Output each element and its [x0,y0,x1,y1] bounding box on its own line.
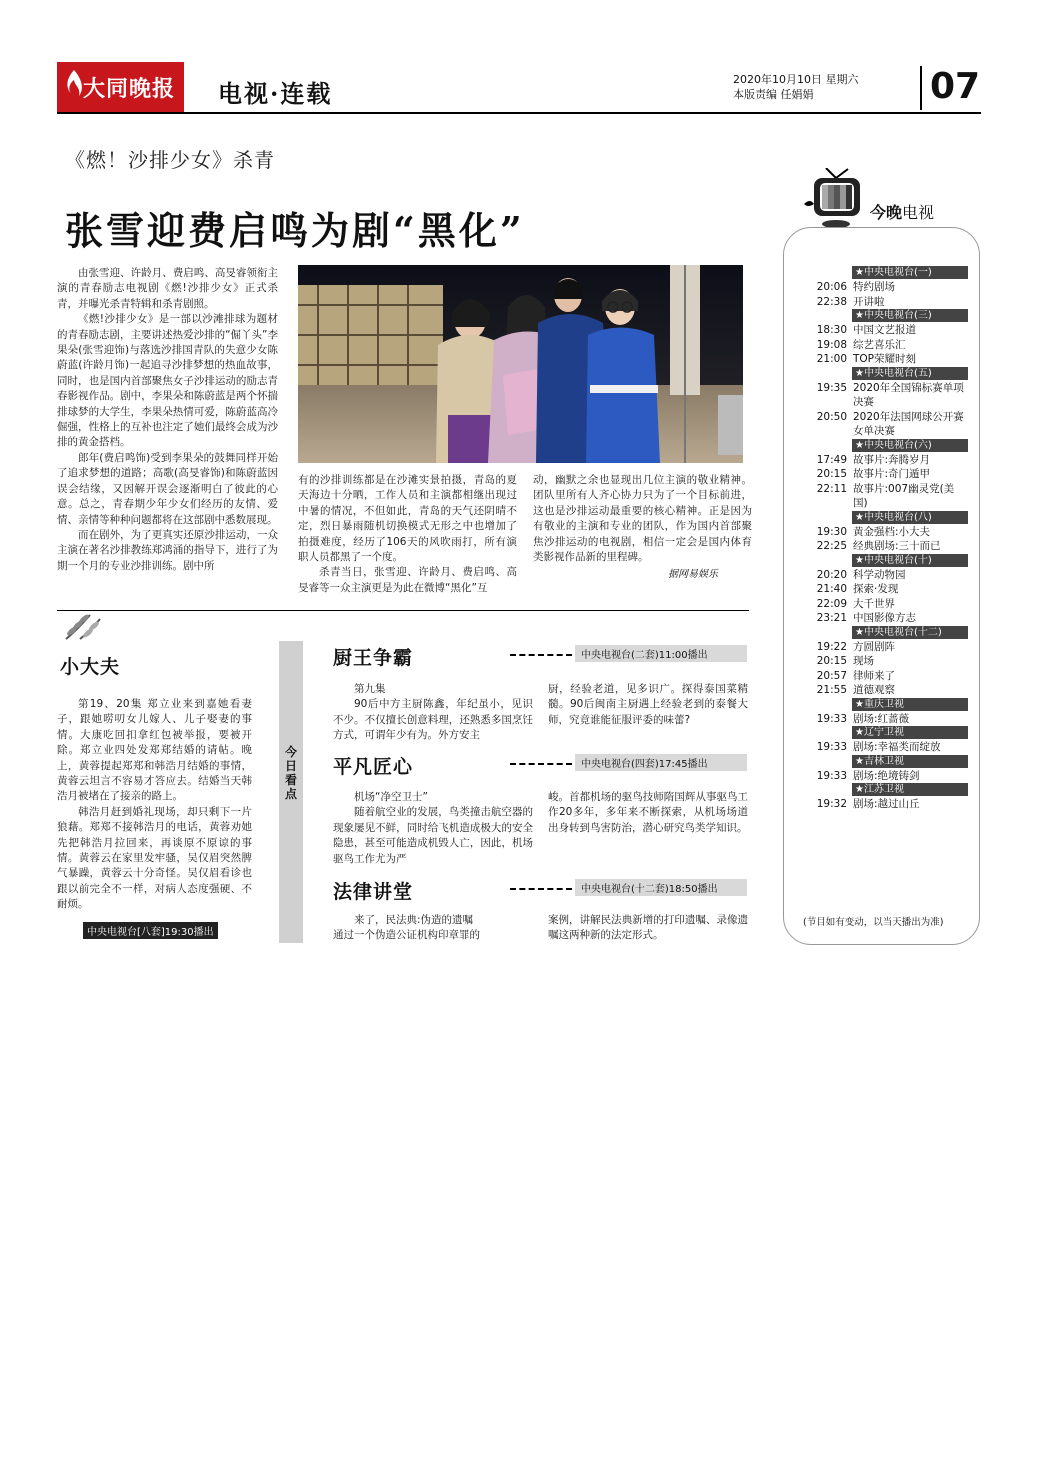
program-row [792,323,968,338]
paragraph: 而在剧外，为了更真实还原沙排运动，一众主演在著名沙排教练郑鸿涌的指导下，进行了为期一个月的专业沙排训练。剧中所 [57,528,278,572]
program-name: 综艺喜乐汇 [853,338,906,351]
program-row [792,640,968,655]
page-editor: 本版责编 任娟娟 [733,88,814,101]
program-time: 20:06 [816,281,847,293]
program-time: 20:15 [816,468,847,480]
program-time: 23:21 [816,612,847,624]
channel-header: ★辽宁卫视 [852,726,968,739]
laurel-icon [60,611,104,641]
cast-photo [298,265,743,463]
highlight-right [548,790,748,836]
lead-column-2 [298,473,517,596]
tv-guide-title [870,200,934,223]
program-time: 22:38 [816,295,847,308]
dash-rule [510,763,572,765]
program-name: 特约剧场 [853,281,895,293]
program-row [792,338,968,353]
header-divider [920,66,922,110]
dash-rule [510,654,572,656]
channel-header: ★中央电视台(一) [852,266,968,279]
channel-header: ★中央电视台(十) [852,554,968,567]
program-time: 18:30 [816,324,847,336]
serial-text [57,697,252,913]
program-name: 开讲啦 [853,295,885,308]
tv-guide-title-bold: 今晚 [870,203,903,222]
channel-header: ★中央电视台(五) [852,367,968,380]
channel-header: ★中央电视台(六) [852,439,968,452]
program-row [792,352,968,367]
program-name: 2020年法国网球公开赛女单决赛 [853,410,964,437]
highlight-title: 厨王争霸 [333,647,414,669]
paragraph: 机场“净空卫士” [354,791,428,803]
paragraph: 郎年(费启鸣饰)受到李果朵的鼓舞同样开始了追求梦想的道路；高歌(高旻睿饰)和陈蔚蓝因误会结缘，又因解开误会逐渐明白了彼此的心意。总之，青春期少年少女们经历的友情、爱情、亲情等种种问题都将在这部剧中悉数展现。 [57,451,278,526]
program-row [792,654,968,669]
program-name: 道德观察 [853,684,895,696]
program-name: 故事片:奇门遁甲 [853,468,931,480]
channel-header: ★中央电视台(八) [852,511,968,524]
program-name: 剧场:红蔷薇 [853,712,910,725]
program-time: 19:35 [816,381,847,394]
program-name: 律师来了 [853,669,895,682]
channel-header: ★重庆卫视 [852,698,968,711]
program-time: 20:15 [816,655,847,667]
highlight-left [333,913,533,944]
highlight-left [333,682,533,744]
program-time: 20:20 [816,568,847,581]
serial-title: 小大夫 [60,656,121,678]
highlight-airtime: 中央电视台(四套)17:45播出 [575,754,747,771]
program-name: 方圆剧阵 [853,640,895,653]
program-row [792,797,968,812]
program-time: 19:33 [816,769,847,782]
program-row [792,597,968,612]
program-row [792,381,968,410]
highlight-airtime: 中央电视台(十二套)18:50播出 [575,879,747,896]
program-time: 20:50 [816,410,847,423]
paragraph: 《燃!沙排少女》是一部以沙滩排球为题材的青春励志剧，主要讲述热爱沙排的“倔丫头”李果朵(张雪迎饰)与落选沙排国青队的失意少女陈蔚蓝(许龄月饰)一起追寻沙排梦想的热血故事，同时，也是国内首部聚焦女子沙排运动的励志青春影视作品。剧中，李果朵和陈蔚蓝是两个怀揣排球梦的大学生，李果朵热情可爱，陈蔚蓝高冷倔强，性格上的互补也注定了她们最终会成为沙排的黄金搭档。 [57,313,278,449]
program-row [792,410,968,439]
program-time: 19:08 [816,338,847,351]
program-name: 2020年全国锦标赛单项决赛 [853,381,964,408]
paragraph: 峻。首都机场的驱鸟技师隋国辉从事驱鸟工作20多年，多年来不断探索，从机场场道出身转到鸟害防治，潜心研究鸟类学知识。 [548,791,748,834]
header-rule [57,112,981,114]
program-name: 剧场:越过山丘 [853,798,920,810]
tv-guide-list [792,266,968,812]
page-number: 07 [930,66,981,107]
program-row [792,769,968,784]
program-time: 20:57 [816,669,847,682]
paragraph: 杀青当日，张雪迎、许龄月、费启鸣、高旻睿等一众主演更是为此在微博“黑化”互 [298,566,517,594]
program-time: 21:55 [816,684,847,696]
program-name: 黄金强档:小大夫 [853,525,931,538]
dash-rule [510,888,572,890]
article-headline: 张雪迎费启鸣为剧“黑化” [65,208,525,253]
tv-guide-note: (节目如有变动，以当天播出为准) [803,917,944,928]
program-time: 21:40 [816,583,847,595]
article-source: 据网易娱乐 [668,569,718,580]
channel-header: ★中央电视台(十二) [852,626,968,639]
program-name: 中国文艺报道 [853,324,916,336]
program-name: 经典剧场:三十而已 [853,540,941,552]
paragraph: 案例，讲解民法典新增的打印遗嘱、录像遗嘱这两种新的法定形式。 [548,914,748,942]
paragraph: 由张雪迎、许龄月、费启鸣、高旻睿领衔主演的青春励志电视剧《燃!沙排少女》正式杀青，并曝光杀青特辑和杀青剧照。 [57,267,278,310]
paragraph: 来了，民法典:伪造的遗嘱 [354,914,474,926]
program-row [792,453,968,468]
program-row [792,712,968,727]
today-label: 今日看点 [284,745,297,801]
program-row [792,295,968,310]
program-name: 中国影像方志 [853,612,916,624]
paragraph: 第19、20集 郑立业来到嘉她看妻子，跟她唠叨女儿嫁人、儿子娶妻的事情。大康吃回扣拿红包被举报，要被开除。郑立业四处发郑郑结婚的请帖。晚上，黄蓉提起郑郑和韩浩月结婚的事情，黄蓉云坦言不容易才答应去。结婚当天韩浩月被堵在了接亲的路上。 [57,698,252,803]
program-time: 19:30 [816,525,847,538]
paragraph: 通过一个伪造公证机构印章罪的 [333,929,480,942]
program-row [792,539,968,554]
paragraph: 韩浩月赶到婚礼现场，却只剩下一片狼藉。郑郑不接韩浩月的电话，黄蓉劝她先把韩浩月拉回来，再谈原不原谅的事情。黄蓉云在家里发牢骚，吴仅眉突然脾气暴躁，黄蓉云十分奇怪。吴仅眉看诊也跟以前完全不一样，对病人态度强硬、不耐烦。 [57,805,252,911]
program-time: 22:11 [816,482,847,495]
program-name: 探索·发现 [853,583,899,595]
lead-column-1 [57,266,278,574]
highlight-right [548,682,748,728]
channel-header: ★中央电视台(三) [852,309,968,322]
logo-text: 大同晚报 [83,76,176,102]
paragraph: 动，幽默之余也显现出几位主演的敬业精神。团队里所有人齐心协力只为了一个目标前进，这也是沙排运动最重要的核心精神。正是因为有敬业的主演和专业的团队，作为国内首部聚焦沙排运动的电视剧，相信一定会是国内体育类影视作品新的里程碑。 [533,474,752,564]
program-name: 大千世界 [853,597,895,610]
program-time: 19:22 [816,640,847,653]
highlight-title: 平凡匠心 [333,756,414,778]
program-name: TOP荣耀时刻 [853,353,917,365]
program-row [792,683,968,698]
program-row [792,525,968,540]
program-time: 22:25 [816,540,847,552]
cast-photo-image [298,265,743,463]
program-time: 17:49 [816,453,847,466]
program-name: 故事片:奔腾岁月 [853,453,931,466]
program-time: 19:33 [816,712,847,725]
highlight-left [333,790,533,867]
program-time: 21:00 [816,353,847,365]
highlight-airtime: 中央电视台(二套)11:00播出 [575,645,747,662]
television-icon [800,168,872,232]
section-divider [57,610,749,611]
paragraph: 有的沙排训练都是在沙滩实景拍摄，青岛的夏天海边十分晒，工作人员和主演都相继出现过中暑的情况，不但如此，青岛的天气还阴晴不定，烈日暴雨随机切换模式无形之中也增加了拍摄难度，经历了106天的风吹雨打，所有演职人员都黑了一个度。 [298,474,517,564]
flame-logo-icon [63,68,85,104]
newspaper-logo [57,62,184,112]
lead-column-3 [533,473,752,565]
program-time: 19:33 [816,741,847,753]
section-title: 电视·连载 [218,79,333,108]
program-name: 科学动物园 [853,568,906,581]
paragraph: 第九集 [354,683,386,695]
program-row [792,740,968,755]
channel-header: ★吉林卫视 [852,755,968,768]
program-row [792,280,968,295]
highlight-title: 法律讲堂 [333,881,414,903]
program-row [792,582,968,597]
program-row [792,467,968,482]
program-row [792,482,968,511]
program-time: 22:09 [816,597,847,610]
paragraph: 90后中方主厨陈鑫，年纪虽小，见识不少。不仅擅长创意料理，还熟悉多国烹饪方式，可谓年少有为。外方安主 [333,698,533,742]
program-name: 剧场:绝境铸剑 [853,769,920,782]
program-name: 剧场:幸福类而绽放 [853,741,941,753]
program-name: 故事片:007幽灵党(美国) [853,482,955,509]
program-time: 19:32 [816,798,847,810]
program-row [792,611,968,626]
paragraph: 厨，经验老道，见多识广。探得泰国菜精髓。90后闽南主厨遇上经验老到的泰餐大师，究竟谁能征服评委的味蕾? [548,683,748,726]
article-kicker: 《燃！沙排少女》杀青 [65,148,275,172]
issue-info [733,72,859,102]
program-name: 现场 [853,655,874,667]
program-row [792,568,968,583]
highlight-right [548,913,748,944]
program-row [792,669,968,684]
paragraph: 随着航空业的发展，鸟类撞击航空器的现象屡见不鲜，同时给飞机造成极大的安全隐患，甚至可能造成机毁人亡，因此，机场驱鸟工作尤为严 [333,806,533,865]
serial-airtime: 中央电视台[八套]19:30播出 [83,922,218,939]
issue-date: 2020年10月10日 星期六 [733,73,859,86]
tv-guide-title-rest: 电视 [902,203,935,222]
channel-header: ★江苏卫视 [852,783,968,796]
